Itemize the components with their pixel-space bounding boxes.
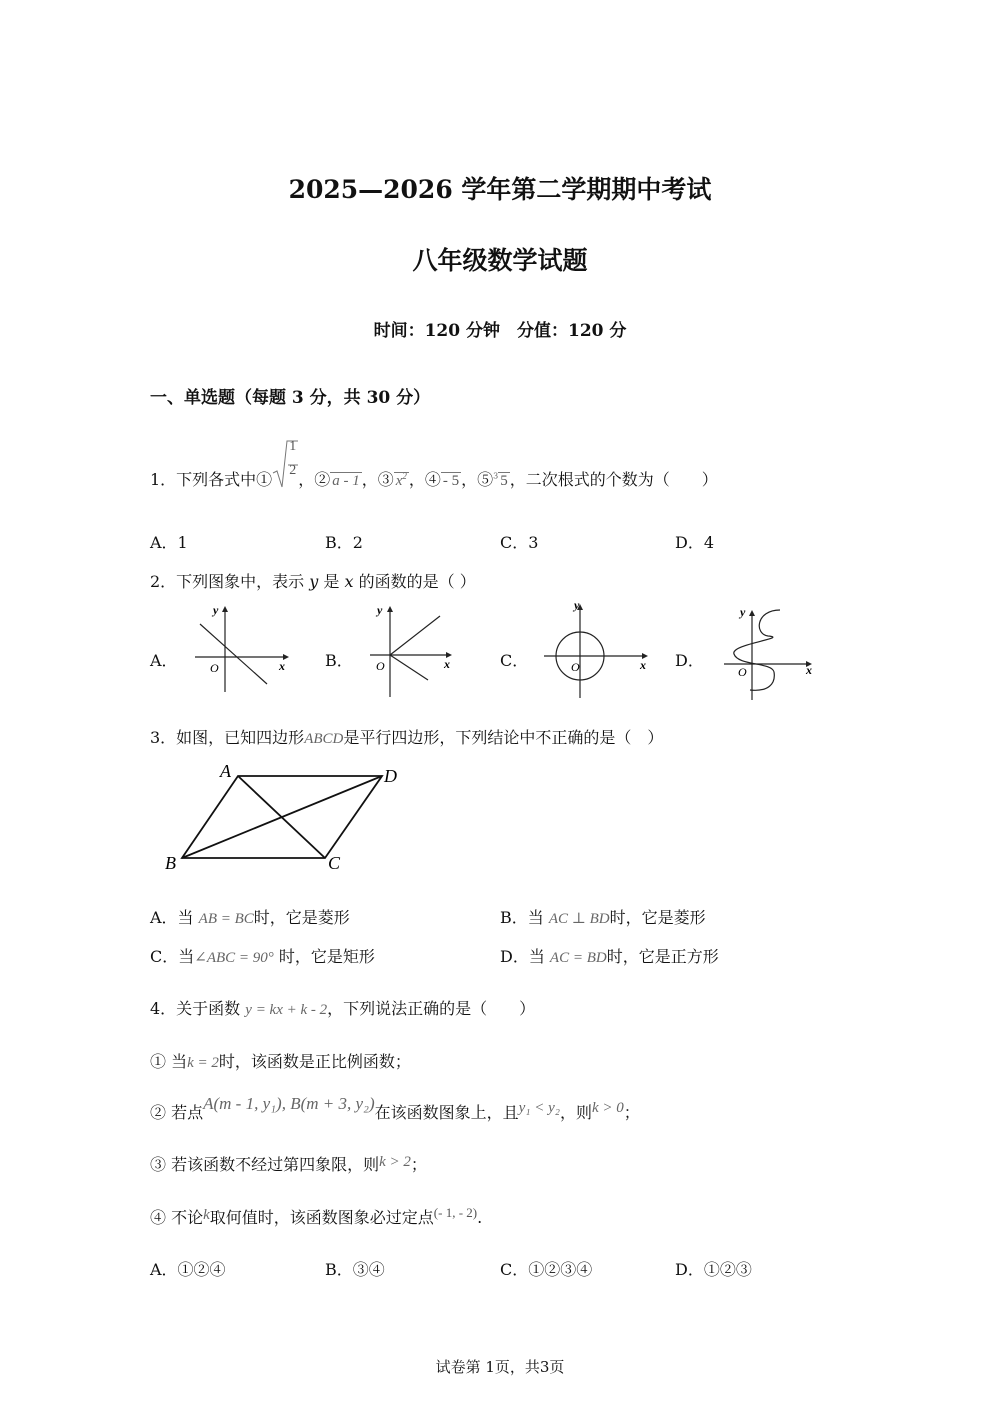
q2-option-b[interactable]: B． (325, 651, 353, 670)
q2b-axis-x: x (444, 657, 450, 671)
q2-graph-c (540, 598, 655, 700)
question-4 (150, 996, 535, 1019)
q4-statement-2 (150, 1094, 640, 1123)
q4s1-math: k = 2 (187, 1055, 219, 1071)
q1-option-b[interactable]: B．2 (325, 533, 363, 552)
q1-frac-den: 2 (289, 463, 297, 478)
q4s1-pre: ① 当 (150, 1052, 188, 1071)
q3c-post: 时，它是矩形 (273, 947, 375, 966)
question-1 (150, 439, 718, 490)
q3-shape: ABCD (304, 731, 344, 747)
q2-graph-d (720, 600, 820, 702)
q4s4-post: . (477, 1208, 483, 1227)
q3-option-a[interactable] (150, 905, 350, 928)
q2-option-c[interactable]: C． (500, 651, 529, 670)
q1-option-a[interactable]: A．1 (150, 533, 188, 552)
section-heading: 一、单选题（每题 3 分，共 30 分） (150, 388, 431, 408)
q1-option-d[interactable]: D．4 (675, 533, 715, 552)
q2c-axis-y: y (574, 598, 580, 612)
q4s2-post: ； (623, 1103, 640, 1122)
q3-suffix: 是平行四边形，下列结论中不正确的是（ ） (343, 728, 664, 747)
q2-graph-b (360, 600, 470, 700)
q2d-origin: O (738, 665, 747, 679)
q3d-post: 时，它是正方形 (606, 947, 719, 966)
q4s3-post: ； (410, 1155, 427, 1174)
q4s2-k: k > 0 (592, 1100, 624, 1116)
q3-option-c[interactable] (150, 944, 375, 967)
q4s4-mid: 取何值时，该函数图象必过定点 (209, 1208, 434, 1227)
q2-option-d[interactable]: D． (675, 651, 704, 670)
q3b-pre: B．当 (500, 908, 549, 927)
q2a-origin: O (210, 661, 219, 675)
q2d-axis-x: x (806, 663, 812, 677)
q4-prefix: 4．关于函数 (150, 999, 246, 1018)
q4s4-point: (- 1, - 2) (433, 1205, 478, 1220)
exam-title: 2025—2026 学年第二学期期中考试 (288, 175, 712, 204)
q4s2-pre: ② 若点 (150, 1103, 204, 1122)
q2c-origin: O (571, 660, 580, 674)
q3-option-d[interactable] (500, 944, 719, 967)
q4-option-a[interactable]: A．①②④ (150, 1260, 226, 1279)
q2-var-y: y (309, 572, 319, 591)
q3b-post: 时，它是菱形 (609, 908, 706, 927)
q3d-pre: D．当 (500, 947, 550, 966)
q1-sep-2: ，③ (361, 470, 394, 489)
question-3 (150, 725, 663, 748)
q3d-math: AC = BD (549, 950, 607, 966)
q1-suffix: ，二次根式的个数为（ ） (509, 470, 718, 489)
q2b-origin: O (376, 659, 385, 673)
q1-radical-3-exp: 2 (402, 471, 407, 481)
q3a-pre: A．当 (150, 908, 199, 927)
q3c-math: ∠ABC = 90° (194, 950, 274, 966)
q3-option-b[interactable] (500, 905, 706, 928)
q4s2-ineq: y₁ < y₂ (518, 1100, 560, 1116)
q3-parallelogram-figure (160, 760, 410, 875)
q2-graph-a (185, 600, 295, 695)
q3-vertex-a: A (220, 761, 231, 781)
q1-sep-3: ，④ (408, 470, 441, 489)
q4s2-points: A(m - 1, y₁), B(m + 3, y₂) (203, 1094, 375, 1113)
q1-sep-4: ，⑤ (461, 470, 494, 489)
q4-statement-3 (150, 1152, 427, 1175)
q2-prefix: 2．下列图象中，表示 (150, 572, 310, 591)
q2a-axis-y: y (213, 603, 219, 617)
q3-prefix: 3．如图，已知四边形 (150, 728, 305, 747)
q3a-math: AB = BC (198, 911, 254, 927)
q3-vertex-b: B (165, 853, 176, 873)
q2-suffix: 的函数的是（ ） (353, 572, 476, 591)
q4-option-d[interactable]: D．①②③ (675, 1260, 752, 1279)
q2a-axis-x: x (279, 659, 285, 673)
q1-frac-num: 1 (289, 439, 297, 454)
q3c-pre: C．当 (150, 947, 195, 966)
q1-radical-3 (394, 472, 409, 489)
q4-option-b[interactable]: B．③④ (325, 1260, 385, 1279)
q3a-post: 时，它是菱形 (253, 908, 350, 927)
q2-middle: 是 (318, 572, 345, 591)
page-footer: 试卷第 1页，共3页 (435, 1358, 565, 1376)
q2c-axis-x: x (640, 658, 646, 672)
q4s3-math: k > 2 (379, 1154, 411, 1170)
q1-sep-1: ，② (298, 470, 331, 489)
q2b-axis-y: y (377, 603, 383, 617)
q1-radical-3-base: x (395, 473, 403, 489)
q3-vertex-c: C (328, 853, 341, 873)
q1-radical-2: a - 1 (332, 473, 360, 489)
exam-meta: 时间：120 分钟 分值：120 分 (373, 321, 627, 341)
q4s4-pre: ④ 不论 (150, 1208, 204, 1227)
q4-statement-4 (150, 1205, 482, 1228)
q1-option-c[interactable]: C．3 (500, 533, 539, 552)
q4-suffix: ，下列说法正确的是（ ） (327, 999, 536, 1018)
q4s3-pre: ③ 若该函数不经过第四象限，则 (150, 1155, 380, 1174)
q3-vertex-d: D (384, 766, 397, 786)
q4-func: y = kx + k - 2 (245, 1002, 328, 1018)
q1-radical-5-index: 3 (493, 471, 499, 481)
q4s2-mid: 在该函数图象上，且 (374, 1103, 519, 1122)
q1-radical-4: - 5 (442, 473, 460, 489)
q1-radical-5: 5 (500, 473, 508, 489)
q3b-math: AC ⊥ BD (548, 911, 610, 927)
q2d-axis-y: y (740, 605, 746, 619)
q4-option-c[interactable]: C．①②③④ (500, 1260, 593, 1279)
q4-statement-1 (150, 1049, 411, 1072)
q4s4-k: k (203, 1207, 210, 1223)
q4s1-post: 时，该函数是正比例函数； (218, 1052, 411, 1071)
exam-subtitle: 八年级数学试题 (412, 246, 588, 275)
q4s2-mid2: ，则 (560, 1103, 593, 1122)
q1-prefix: 1．下列各式中① (150, 470, 273, 489)
question-2 (150, 569, 476, 592)
q1-radical-1 (272, 439, 298, 485)
q2-var-x: x (344, 572, 354, 591)
q2-option-a[interactable]: A． (150, 651, 178, 670)
